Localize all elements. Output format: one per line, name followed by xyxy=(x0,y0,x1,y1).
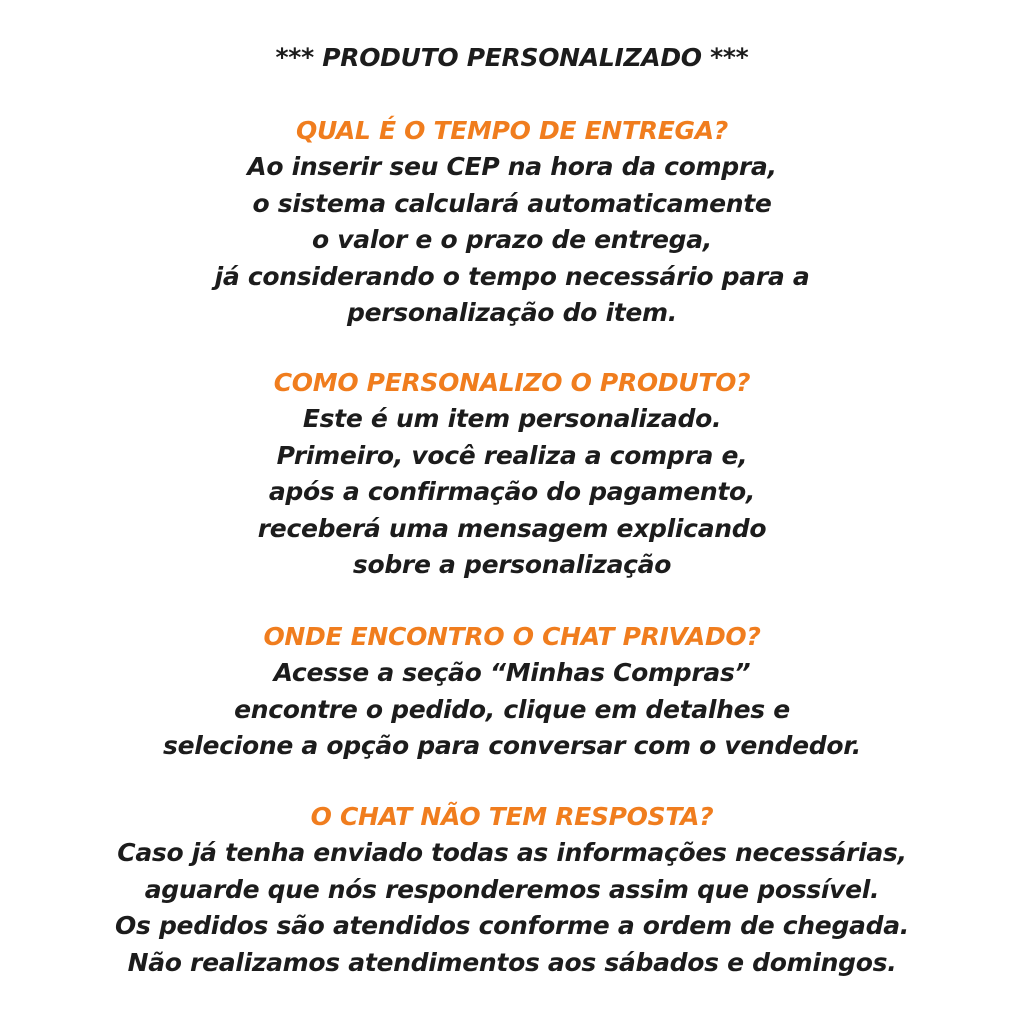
faq-section-delivery-time xyxy=(0,113,1024,332)
faq-answer-line: Este é um item personalizado. xyxy=(302,404,722,433)
faq-question: QUAL É O TEMPO DE ENTREGA? xyxy=(296,116,728,145)
faq-question: COMO PERSONALIZO O PRODUTO? xyxy=(273,368,751,397)
faq-answer-line: Acesse a seção “Minhas Compras” xyxy=(273,658,751,687)
faq-answer-line: o valor e o prazo de entrega, xyxy=(312,225,712,254)
faq-answer-line: sobre a personalização xyxy=(352,550,672,579)
faq-section-chat-no-response xyxy=(0,799,1024,981)
page-title: *** PRODUTO PERSONALIZADO *** xyxy=(275,43,749,72)
faq-answer-line: já considerando o tempo necessário para a xyxy=(214,261,810,291)
faq-answer-line: Não realizamos atendimentos aos sábados e domingos. xyxy=(127,947,897,977)
faq-answer-line: aguarde que nós responderemos assim que possível. xyxy=(144,874,880,904)
faq-answer-line: personalização do item. xyxy=(347,298,677,327)
faq-answer-line: Ao inserir seu CEP na hora da compra, xyxy=(247,152,777,181)
faq-answer-line: encontre o pedido, clique em detalhes e xyxy=(234,694,790,724)
faq-answer-line: após a confirmação do pagamento, xyxy=(268,477,756,506)
faq-answer-line: receberá uma mensagem explicando xyxy=(257,513,767,543)
faq-answer-line: o sistema calculará automaticamente xyxy=(252,188,772,218)
faq-section-private-chat xyxy=(0,619,1024,765)
faq-answer-line: Caso já tenha enviado todas as informações necessárias, xyxy=(117,838,907,867)
faq-question: O CHAT NÃO TEM RESPOSTA? xyxy=(310,802,714,831)
faq-section-personalization xyxy=(0,365,1024,584)
faq-answer-line: selecione a opção para conversar com o vendedor. xyxy=(163,731,861,760)
faq-answer-line: Primeiro, você realiza a compra e, xyxy=(276,440,748,470)
faq-question: ONDE ENCONTRO O CHAT PRIVADO? xyxy=(263,622,761,651)
faq-answer-line: Os pedidos são atendidos conforme a ordem de chegada. xyxy=(115,911,909,940)
